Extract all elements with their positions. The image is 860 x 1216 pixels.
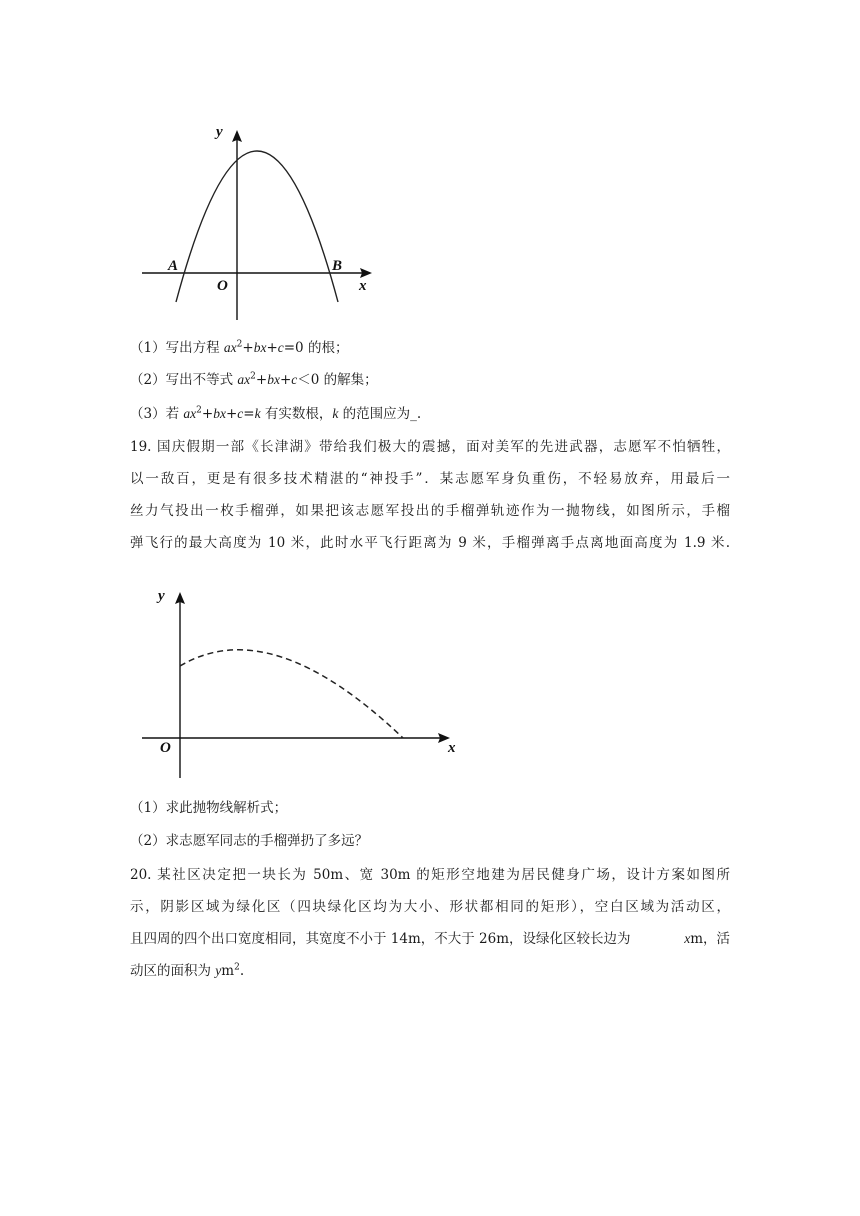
trajectory-figure xyxy=(140,582,470,782)
term-bx: bx xyxy=(253,340,267,355)
parabola-curve xyxy=(176,151,338,302)
exponent: 2 xyxy=(250,371,256,382)
exponent: 2 xyxy=(234,962,240,973)
q19-text xyxy=(130,437,730,565)
equals: = xyxy=(243,406,255,422)
parabola-figure xyxy=(140,118,380,323)
origin-label: O xyxy=(217,278,228,294)
trajectory-curve xyxy=(180,650,403,738)
q18-part2-prefix: （2）写出不等式 xyxy=(130,372,238,388)
q20-line3-text: 且四周的四个出口宽度相同，其宽度不小于 14m，不大于 26m，设绿化区较长边为 xyxy=(130,931,631,947)
var-y: y xyxy=(215,963,222,978)
q18-part1-prefix: （1）写出方程 xyxy=(130,340,224,356)
q20-line3-end: m，活 xyxy=(690,931,730,947)
q18-part2-suffix: ＜0 的解集； xyxy=(297,372,378,388)
q20-line: 20. 某社区决定把一块长为 50m、宽 30m 的矩形空地建为居民健身广场，设计方案如图所 xyxy=(130,867,730,883)
q18-part3-middle: 有实数根， xyxy=(260,406,333,422)
unit-m: m xyxy=(221,963,235,979)
var-k: k xyxy=(332,406,339,421)
exponent: 2 xyxy=(196,405,202,416)
period: . xyxy=(239,963,245,979)
q18-part3 xyxy=(130,404,730,424)
q19-line: 丝力气投出一枚手榴弹，如果把该志愿军投出的手榴弹轨迹作为一抛物线，如图所示，手榴 xyxy=(130,503,730,519)
q18-part3-suffix: 的范围应为_. xyxy=(338,406,422,422)
point-b-label: B xyxy=(332,258,343,274)
plus: + xyxy=(255,372,268,388)
q19-line: 19. 国庆假期一部《长津湖》带给我们极大的震撼，面对美军的先进武器，志愿军不怕牺牲， xyxy=(130,439,730,455)
plus: + xyxy=(201,406,214,422)
term-bx: bx xyxy=(213,406,226,421)
exponent: 2 xyxy=(236,339,243,350)
var-x: x xyxy=(684,931,691,946)
origin-label: O xyxy=(160,740,171,756)
term-c: c xyxy=(291,372,298,387)
q20-line: 示，阴影区域为绿化区（四块绿化区均为大小、形状都相同的矩形），空白区域为活动区， xyxy=(130,899,730,915)
q18-part1-suffix: =0 的根； xyxy=(283,340,349,356)
y-axis-label: y xyxy=(216,124,223,140)
q18-part1 xyxy=(130,338,730,358)
q19-line: 以一敌百，更是有很多技术精湛的“神投手”．某志愿军身负重伤，不轻易放弃，用最后一 xyxy=(130,471,730,487)
x-axis-label: x xyxy=(448,740,456,756)
term-ax: ax xyxy=(223,340,237,355)
plus: + xyxy=(279,372,292,388)
term-c: c xyxy=(237,406,244,421)
q19-part2: （2）求志愿军同志的手榴弹扔了多远？ xyxy=(130,833,369,849)
var-k: k xyxy=(254,406,261,421)
q19-part1: （1）求此抛物线解析式； xyxy=(130,800,288,816)
y-axis-label: y xyxy=(158,588,165,604)
x-axis-label: x xyxy=(359,278,367,294)
plus: + xyxy=(266,340,278,356)
term-bx: bx xyxy=(267,372,280,387)
q20-line4-start: 动区的面积为 xyxy=(130,963,216,979)
plus: + xyxy=(225,406,238,422)
point-a-label: A xyxy=(168,258,179,274)
term-ax: ax xyxy=(237,372,251,387)
q20-line xyxy=(130,929,730,961)
q18-part3-prefix: （3）若 xyxy=(130,406,184,422)
q18-part2 xyxy=(130,370,730,390)
q20-line xyxy=(130,961,730,993)
q20-text xyxy=(130,865,730,993)
q20-line3-tail xyxy=(684,929,730,961)
plus: + xyxy=(242,340,254,356)
q19-line: 弹飞行的最大高度为 10 米，此时水平飞行距离为 9 米，手榴弹离手点离地面高度为 1.9 米. xyxy=(130,535,730,551)
term-c: c xyxy=(277,340,284,355)
term-ax: ax xyxy=(183,406,197,421)
